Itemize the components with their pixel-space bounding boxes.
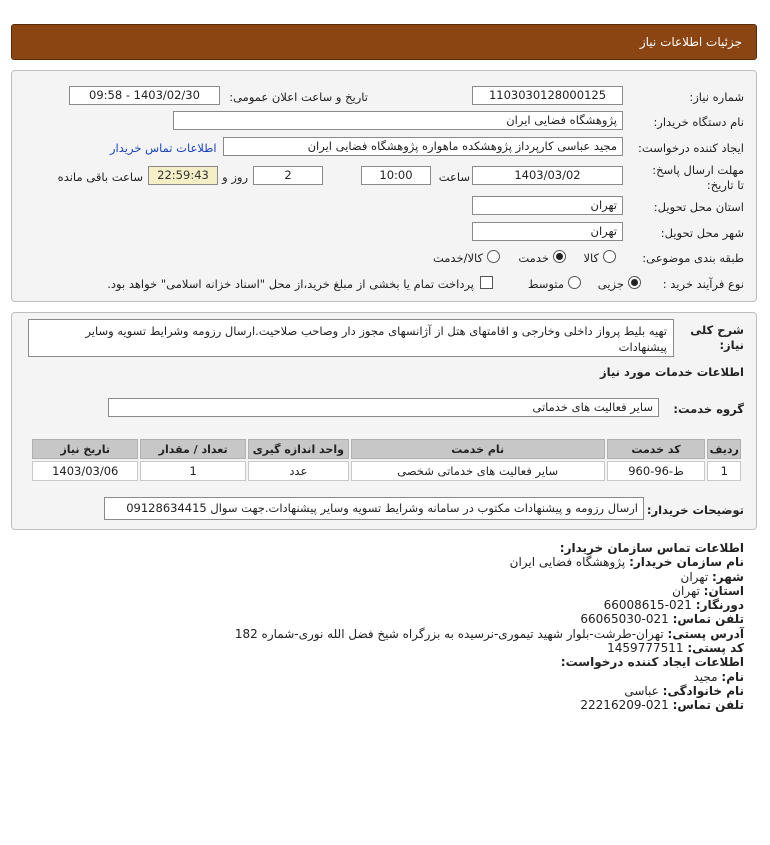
remaining-time-field: 22:59:43 (148, 166, 218, 185)
contact-city-value: تهران (680, 569, 709, 584)
general-desc-field: تهیه بلیط پرواز داخلی وخارجی و اقامتهای هتل از آژانسهای مجوز دار وصاحب صلاحیت.ارسال رزومه وشرایط تسویه وسایر پیشنهادات (28, 319, 674, 357)
contact-fax-value: 021-66008615 (603, 598, 692, 613)
buyer-contact-link[interactable]: اطلاعات تماس خریدار (110, 141, 217, 155)
cell-need-date: 1403/03/06 (32, 461, 138, 481)
page-title: جزئیات اطلاعات نیاز (639, 35, 742, 49)
buyer-org-field: پژوهشگاه فضایی ایران (173, 111, 623, 130)
announce-datetime-field: 1403/02/30 - 09:58 (69, 86, 220, 105)
buyer-notes-label: توضیحات خریدار: (646, 503, 744, 517)
announce-datetime-label: تاریخ و ساعت اعلان عمومی: (229, 90, 368, 104)
contact-postal-row: کد پستی: 1459777511 (607, 641, 744, 656)
contact-address-row: آدرس پستی: تهران-طرشت-بلوار شهید تیموری-نرسیده به بزرگراه شیخ فضل الله نوری-شماره 182 (234, 626, 744, 641)
process-option-minor: جزیی (597, 277, 624, 291)
deadline-time-field: 10:00 (361, 166, 431, 185)
creator-family-row: نام خانوادگی: عباسی (624, 683, 744, 698)
category-label: طبقه بندی موضوعی: (642, 251, 744, 265)
creator-name-row: نام: مجید (693, 669, 744, 684)
category-option-goods-service: کالا/خدمت (432, 251, 483, 265)
deadline-date-field: 1403/03/02 (472, 166, 623, 185)
col-row-header: ردیف (707, 439, 741, 459)
creator-family-value: عباسی (624, 683, 659, 698)
col-service-name-header: نام خدمت (351, 439, 605, 459)
creator-phone-row: تلفن تماس: 021-22216209 (580, 698, 744, 713)
service-group-label: گروه خدمت: (673, 402, 744, 416)
contact-title: اطلاعات تماس سازمان خریدار: (559, 541, 744, 555)
process-option-medium: متوسط (527, 277, 564, 291)
cell-service-code: ط-96-960 (607, 461, 706, 481)
need-number-field: 1103030128000125 (472, 86, 623, 105)
process-type-label: نوع فرآیند خرید : (662, 277, 744, 291)
province-field: تهران (472, 196, 623, 215)
city-label: شهر محل تحویل: (660, 226, 744, 240)
col-unit-header: واحد اندازه گیری (248, 439, 349, 459)
creator-phone-value: 021-22216209 (580, 698, 669, 713)
category-option-goods: کالا (583, 251, 599, 265)
category-radio-goods-service[interactable] (487, 250, 500, 263)
contact-info-section (24, 541, 744, 713)
contact-phone-row: تلفن تماس: 021-66065030 (580, 612, 744, 627)
remaining-label: ساعت باقی مانده (57, 170, 143, 184)
category-radio-goods[interactable] (603, 250, 616, 263)
process-radio-minor[interactable] (628, 276, 641, 289)
contact-org-value: پژوهشگاه فضایی ایران (509, 555, 626, 570)
buyer-org-label: نام دستگاه خریدار: (653, 115, 744, 129)
contact-province-row: استان: تهران (672, 583, 744, 598)
contact-phone-value: 021-66065030 (580, 612, 669, 627)
col-need-date-header: تاریخ نیاز (32, 439, 138, 459)
treasury-payment-note: پرداخت تمام یا بخشی از مبلغ خرید،از محل "اسناد خزانه اسلامی" خواهد بود. (107, 277, 474, 291)
services-table (30, 437, 743, 483)
table-header-row (32, 439, 741, 459)
province-label: استان محل تحویل: (653, 200, 744, 214)
deadline-label: مهلت ارسال پاسخ: تا تاریخ: (652, 163, 744, 192)
col-quantity-header: تعداد / مقدار (140, 439, 245, 459)
general-desc-label: شرح کلی نیاز: (690, 323, 744, 352)
page-header (11, 24, 757, 60)
contact-address-value: تهران-طرشت-بلوار شهید تیموری-نرسیده به بزرگراه شیخ فضل الله نوری-شماره 182 (234, 626, 664, 641)
time-word: ساعت (438, 170, 470, 184)
creator-label: ایجاد کننده درخواست: (638, 141, 744, 155)
buyer-notes-field: ارسال رزومه و پیشنهادات مکتوب در سامانه وشرایط تسویه وسایر پیشنهادات.جهت سوال 09128634415 (104, 497, 644, 520)
contact-province-value: تهران (672, 583, 700, 598)
creator-field: مجید عباسی کارپرداز پژوهشکده ماهواره پژوهشگاه فضایی ایران (223, 137, 623, 156)
need-number-label: شماره نیاز: (689, 90, 744, 104)
col-service-code-header: کد خدمت (607, 439, 706, 459)
contact-city-row: شهر: تهران (680, 569, 744, 584)
service-group-field: سایر فعالیت های خدماتی (108, 398, 659, 417)
process-radio-medium[interactable] (568, 276, 581, 289)
treasury-payment-checkbox[interactable] (480, 276, 493, 289)
services-info-heading: اطلاعات خدمات مورد نیاز (600, 365, 744, 379)
table-row (32, 461, 741, 481)
category-option-service: خدمت (518, 251, 549, 265)
days-word: روز و (222, 170, 248, 184)
cell-service-name: سایر فعالیت های خدماتی شخصی (351, 461, 605, 481)
contact-org-row: نام سازمان خریدار: پژوهشگاه فضایی ایران (509, 555, 744, 570)
cell-quantity: 1 (140, 461, 245, 481)
category-radio-service[interactable] (553, 250, 566, 263)
creator-info-title: اطلاعات ایجاد کننده درخواست: (560, 655, 744, 670)
creator-name-value: مجید (693, 669, 718, 684)
contact-fax-row: دورنگار: 021-66008615 (603, 598, 744, 613)
city-field: تهران (472, 222, 623, 241)
cell-unit: عدد (248, 461, 349, 481)
cell-row-number: 1 (707, 461, 741, 481)
days-field: 2 (253, 166, 323, 185)
contact-postal-value: 1459777511 (607, 641, 684, 656)
